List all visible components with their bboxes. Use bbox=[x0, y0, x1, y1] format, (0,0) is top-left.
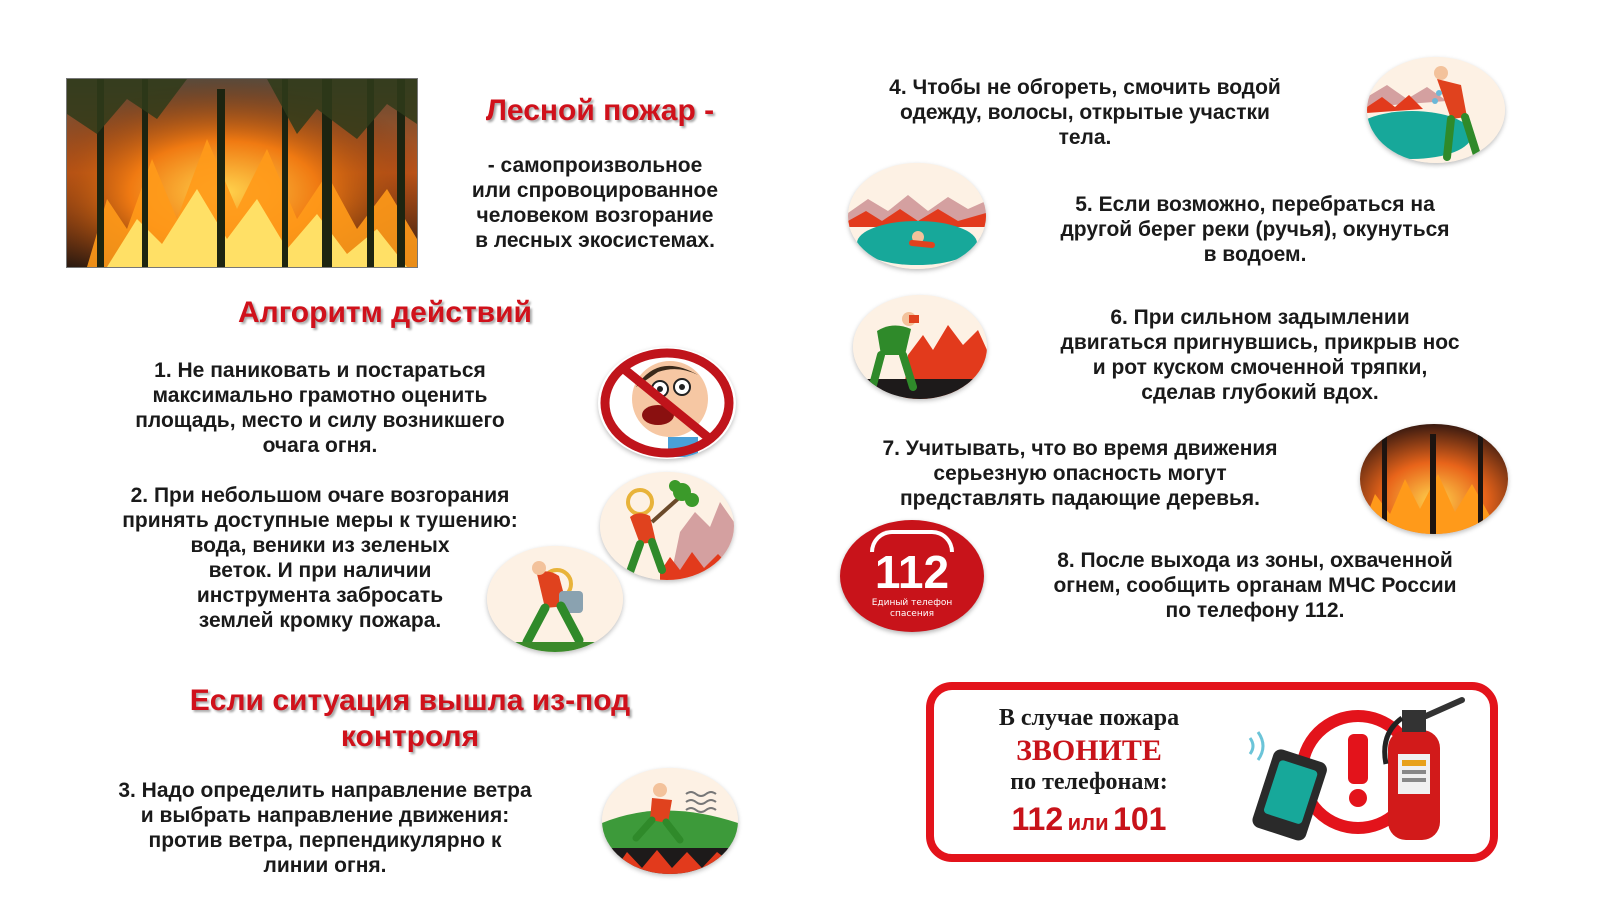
step-7-text: 7. Учитывать, что во время движения серьезную опасность могут представлять падающие деревья. bbox=[882, 437, 1278, 510]
step-3-text: 3. Надо определить направление ветра и выбрать направление движения: против ветра, перпендикулярно к линии огня. bbox=[118, 779, 532, 877]
intro-title: Лесной пожар - bbox=[485, 94, 715, 127]
forest-fire-photo bbox=[66, 78, 418, 268]
wind-direction-icon bbox=[602, 768, 738, 874]
wet-clothes-icon bbox=[1367, 57, 1505, 163]
emergency-call-box bbox=[926, 682, 1498, 862]
step-5-text: 5. Если возможно, перебраться на другой берег реки (ручья), окунуться в водоем. bbox=[1060, 193, 1450, 266]
step-8-text: 8. После выхода из зоны, охваченной огнем, сообщить органам МЧС России по телефону 112. bbox=[1053, 549, 1457, 622]
badge-caption-2: спасения bbox=[890, 609, 934, 619]
call-or: или bbox=[1067, 810, 1109, 835]
step-2-text: 2. При небольшом очаге возгорания принять доступные меры к тушению: вода, веники из зеленых веток. И при наличии инструмента забросать землей кромку пожара. bbox=[122, 484, 518, 632]
call-box-line1: В случае пожара bbox=[998, 705, 1180, 731]
falling-trees-icon bbox=[1360, 424, 1508, 534]
badge-caption-1: Единый телефон bbox=[871, 598, 953, 608]
step-6-text: 6. При сильном задымлении двигаться пригнувшись, прикрыв нос и рот куском смоченной тряпки, сделав глубокий вдох. bbox=[1060, 306, 1460, 404]
call-number-112: 112 bbox=[1011, 801, 1064, 837]
branch-beating-icon bbox=[600, 472, 734, 580]
call-box-numbers bbox=[934, 800, 1244, 842]
phone-112-badge bbox=[840, 520, 984, 632]
badge-number: 112 bbox=[874, 546, 950, 598]
smoke-crouch-icon bbox=[853, 295, 987, 399]
call-number-101: 101 bbox=[1113, 801, 1167, 837]
algorithm-title: Алгоритм действий bbox=[237, 296, 532, 329]
out-of-control-title: Если ситуация вышла из-под контроля bbox=[189, 684, 631, 753]
call-box-line3: по телефонам: bbox=[1010, 769, 1168, 795]
intro-definition: - самопроизвольное или спровоцированное человеком возгорание в лесных экосистемах. bbox=[471, 154, 719, 252]
step-1-text: 1. Не паниковать и постараться максимально грамотно оценить площадь, место и силу возникшего очага огня. bbox=[135, 359, 505, 457]
call-box-line2: ЗВОНИТЕ bbox=[1016, 734, 1162, 767]
carry-earth-icon bbox=[487, 546, 623, 652]
swim-river-icon bbox=[848, 163, 986, 269]
step-4-text: 4. Чтобы не обгореть, смочить водой одежду, волосы, открытые участки тела. bbox=[889, 76, 1281, 149]
no-panic-icon bbox=[598, 347, 736, 459]
extinguisher-phone-icon bbox=[1240, 694, 1476, 842]
